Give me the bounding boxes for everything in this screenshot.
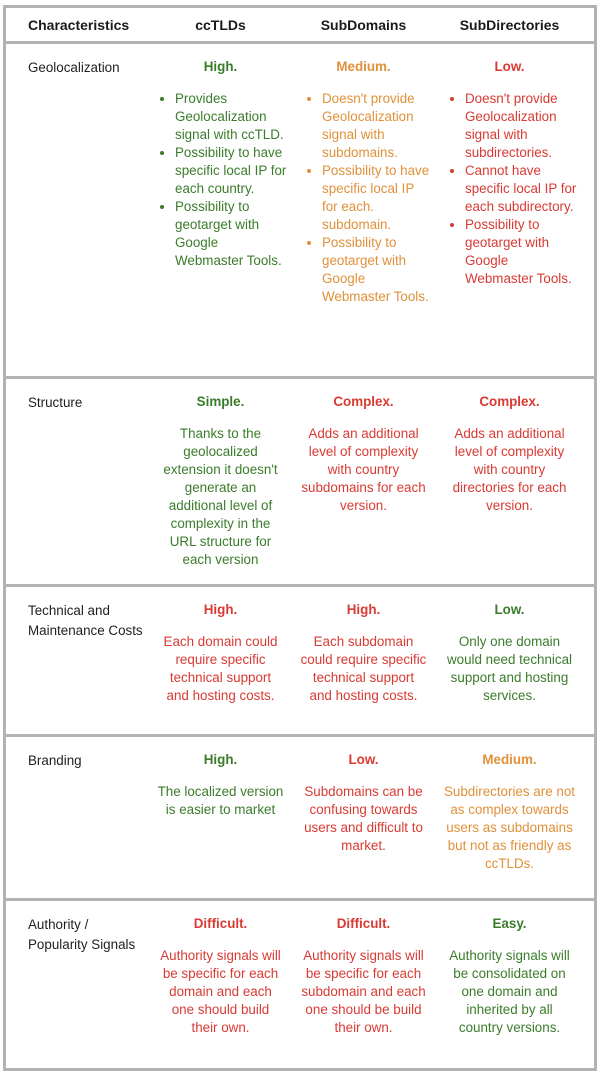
cell-description: Adds an additional level of complexity with country subdomains for each version. [301,426,426,513]
rating-label: High. [203,602,238,617]
cell-subdomains [292,737,435,898]
list-item: • Cannot have specific local IP for each subdirectory. [465,162,580,216]
cell-description: Adds an additional level of complexity with country directories for each version. [452,426,567,513]
rating-label: Low. [494,59,525,74]
rating-label: Complex. [479,394,540,409]
cell-description: Subdomains can be confusing towards users and difficult to market. [304,784,423,853]
table-row-structure [6,379,594,587]
cell-subdirectories [435,901,584,1068]
bullet-list [435,90,584,288]
header-subdirectories: SubDirectories [459,16,560,33]
comparison-table [3,5,597,1071]
rating-label: High. [203,752,238,767]
row-label: Authority / Popularity Signals [28,917,136,952]
cell-subdirectories [435,587,584,734]
list-item: • Possibility to geotarget with Google Webmaster Tools. [465,216,580,288]
header-characteristics: Characteristics [28,16,130,33]
row-label: Branding [28,753,82,768]
rating-label: High. [203,59,238,74]
rating-label: Low. [348,752,379,767]
cell-subdirectories [435,379,584,584]
row-label: Technical and Maintenance Costs [28,603,143,638]
row-label: Structure [28,395,83,410]
rating-label: Complex. [333,394,394,409]
list-item: • Doesn't provide Geolocalization signal with subdirectories. [465,90,580,162]
cell-subdomains [292,901,435,1068]
rating-label: Low. [494,602,525,617]
list-item: • Possibility to have specific local IP for each country. [175,144,288,198]
cell-description: Subdirectories are not as complex towards users as subdomains but not as friendly as ccTLDs. [443,784,575,871]
header-subdomains: SubDomains [320,16,407,33]
list-item: • Doesn't provide Geolocalization signal with subdomains. [322,90,433,162]
header-cctlds: ccTLDs [195,16,246,33]
rating-label: Easy. [492,916,527,931]
cell-subdomains [292,587,435,734]
bullet-list [292,90,435,306]
bullet-list [149,90,292,270]
table-row-authority [6,901,594,1068]
table-row-branding [6,737,594,901]
cell-cctlds [149,587,292,734]
rating-label: Medium. [482,752,537,767]
rating-label: Medium. [336,59,391,74]
table-header-row [6,8,594,44]
rating-label: High. [346,602,381,617]
table-row-technical-costs [6,587,594,737]
list-item: • Provides Geolocalization signal with ccTLD. [175,90,288,144]
table-row-geolocalization [6,44,594,379]
cell-subdomains [292,44,435,376]
cell-description: Authority signals will be specific for each subdomain and each one should be build their own. [301,948,426,1035]
cell-subdirectories [435,737,584,898]
cell-cctlds [149,901,292,1068]
rating-label: Simple. [196,394,245,409]
rating-label: Difficult. [336,916,391,931]
cell-description: Authority signals will be specific for each domain and each one should build their own. [160,948,281,1035]
row-label: Geolocalization [28,60,120,75]
cell-subdomains [292,379,435,584]
cell-subdirectories [435,44,584,376]
cell-cctlds [149,379,292,584]
cell-description: Each domain could require specific technical support and hosting costs. [163,634,278,703]
cell-description: Thanks to the geolocalized extension it doesn't generate an additional level of complexity in the URL structure for each version [163,426,278,567]
cell-description: Only one domain would need technical support and hosting services. [446,634,573,703]
list-item: • Possibility to have specific local IP for each. subdomain. [322,162,433,234]
cell-description: Each subdomain could require specific technical support and hosting costs. [300,634,427,703]
cell-description: The localized version is easier to market [157,784,284,817]
rating-label: Difficult. [193,916,248,931]
cell-description: Authority signals will be consolidated on one domain and inherited by all country versions. [449,948,570,1035]
list-item: • Possibility to geotarget with Google Webmaster Tools. [175,198,288,270]
list-item: • Possibility to geotarget with Google Webmaster Tools. [322,234,433,306]
cell-cctlds [149,737,292,898]
cell-cctlds [149,44,292,376]
